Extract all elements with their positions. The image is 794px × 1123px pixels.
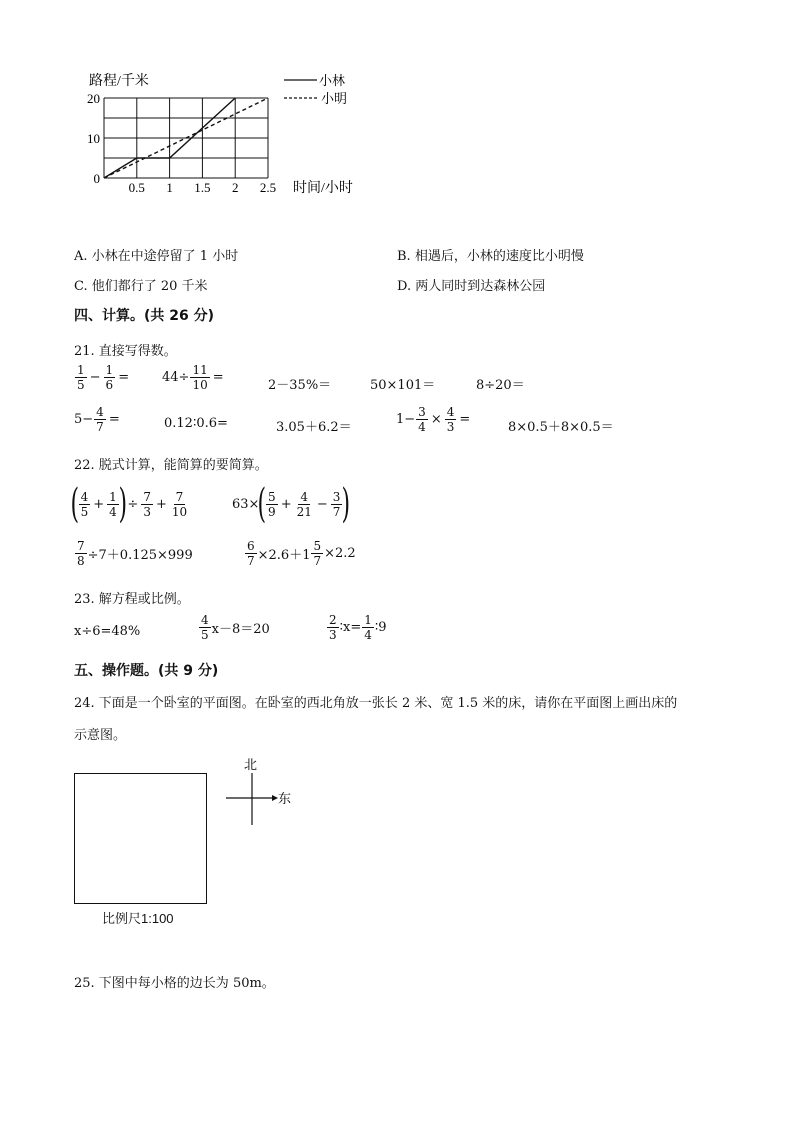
option-a: A. 小林在中途停留了 1 小时 bbox=[74, 249, 239, 264]
expr-mid: ∶x= bbox=[339, 620, 362, 635]
ytick-label: 0 bbox=[93, 171, 100, 186]
frac-num: 4 bbox=[96, 405, 104, 419]
q23-eq2 bbox=[198, 614, 270, 641]
option-b: B. 相遇后，小林的速度比小明慢 bbox=[397, 249, 584, 264]
q21-r1c3: 2－35%＝ bbox=[268, 378, 332, 393]
expr-prefix: 44÷ bbox=[162, 370, 190, 385]
chart-ylabel: 路程/千米 bbox=[89, 74, 149, 89]
operator: + bbox=[93, 496, 105, 512]
operator: + bbox=[155, 496, 167, 512]
frac-den: 7 bbox=[247, 554, 255, 568]
distance-time-chart bbox=[70, 68, 370, 198]
q23-prompt: 23. 解方程或比例。 bbox=[74, 592, 190, 607]
xtick-label: 0.5 bbox=[128, 180, 145, 195]
frac-den: 3 bbox=[143, 504, 151, 519]
q23-eq3 bbox=[326, 614, 387, 641]
equals: = bbox=[108, 412, 120, 427]
legend-xiaoming: 小明 bbox=[321, 91, 348, 106]
frac-num: 4 bbox=[300, 489, 309, 504]
frac-den: 5 bbox=[201, 628, 209, 642]
equals: = bbox=[118, 370, 130, 385]
frac-den: 6 bbox=[105, 378, 114, 392]
frac-num: 4 bbox=[80, 489, 89, 504]
frac-den: 21 bbox=[296, 504, 312, 519]
operator: − bbox=[89, 370, 101, 385]
frac-den: 9 bbox=[268, 504, 276, 519]
frac-num: 1 bbox=[109, 489, 117, 504]
q24-line1: 24. 下面是一个卧室的平面图。在卧室的西北角放一张长 2 米、宽 1.5 米的床，请你在平面图上画出床的 bbox=[74, 696, 678, 711]
expr-prefix: 63× bbox=[232, 496, 260, 512]
frac-num: 7 bbox=[143, 489, 151, 504]
frac-den: 4 bbox=[418, 420, 426, 434]
operator: × bbox=[430, 412, 442, 427]
q21-r2c2: 0.12∶0.6= bbox=[164, 416, 228, 431]
frac-den: 4 bbox=[109, 504, 117, 519]
frac-num: 4 bbox=[201, 613, 209, 627]
xtick-label: 1 bbox=[166, 180, 173, 195]
frac-num: 1 bbox=[77, 363, 85, 377]
chart-xtick-labels bbox=[129, 180, 276, 195]
q21-r2c4 bbox=[396, 406, 472, 433]
expr-prefix: 5− bbox=[74, 412, 94, 427]
q21-r1c4: 50×101＝ bbox=[370, 378, 436, 393]
q21-r2c5: 8×0.5＋8×0.5＝ bbox=[508, 420, 614, 435]
expr-rest: ∶9 bbox=[374, 620, 387, 635]
operator: ÷ bbox=[127, 496, 139, 512]
operator: + bbox=[280, 496, 292, 512]
expr-rest: ×2.2 bbox=[324, 546, 356, 561]
frac-den: 10 bbox=[171, 504, 188, 519]
ytick-label: 10 bbox=[87, 131, 100, 146]
frac-num: 3 bbox=[418, 405, 426, 419]
q23-eq1: x÷6=48% bbox=[74, 624, 141, 639]
equals: = bbox=[459, 412, 471, 427]
q22-expr1 bbox=[70, 481, 190, 527]
frac-den: 8 bbox=[77, 554, 85, 568]
left-paren: ( bbox=[70, 481, 80, 527]
frac-den: 5 bbox=[80, 504, 89, 519]
frac-num: 1 bbox=[364, 613, 372, 627]
left-paren: ( bbox=[257, 481, 267, 527]
q21-r2c3: 3.05＋6.2＝ bbox=[276, 420, 352, 435]
chart-ytick-labels bbox=[87, 91, 100, 186]
q22-expr4 bbox=[244, 540, 356, 567]
bedroom-floor-plan[interactable] bbox=[74, 773, 207, 904]
frac-num: 2 bbox=[329, 613, 337, 627]
ytick-label: 20 bbox=[87, 91, 100, 106]
compass-east-label: 东 bbox=[278, 791, 292, 806]
frac-num: 5 bbox=[313, 539, 322, 553]
xtick-label: 2 bbox=[231, 180, 239, 195]
q21-r1c5: 8÷20＝ bbox=[476, 378, 525, 393]
frac-den: 3 bbox=[446, 420, 455, 434]
frac-den: 5 bbox=[77, 378, 85, 392]
frac-den: 3 bbox=[329, 628, 337, 642]
frac-num: 3 bbox=[332, 489, 341, 504]
xtick-label: 1.5 bbox=[194, 180, 211, 195]
section5-title: 五、操作题。(共 9 分) bbox=[74, 663, 219, 679]
expr-prefix: 1− bbox=[396, 412, 416, 427]
frac-den: 10 bbox=[192, 378, 208, 392]
q21-r1c2 bbox=[162, 364, 226, 391]
q24-line2: 示意图。 bbox=[74, 728, 127, 743]
frac-den: 7 bbox=[332, 504, 341, 519]
expr-mid: ×2.6＋1 bbox=[257, 548, 311, 563]
frac-num: 11 bbox=[192, 363, 208, 377]
right-paren: ) bbox=[118, 481, 127, 527]
q22-expr2 bbox=[232, 481, 351, 527]
section4-title: 四、计算。(共 26 分) bbox=[74, 308, 215, 324]
q21-r1c1 bbox=[74, 364, 131, 391]
q22-expr3 bbox=[74, 540, 193, 567]
frac-num: 5 bbox=[268, 489, 276, 504]
frac-den: 7 bbox=[96, 420, 104, 434]
frac-num: 4 bbox=[446, 405, 455, 419]
frac-num: 7 bbox=[175, 489, 184, 504]
legend-xiaolin: 小林 bbox=[319, 73, 346, 88]
xtick-label: 2.5 bbox=[259, 180, 277, 195]
frac-den: 7 bbox=[313, 554, 322, 568]
frac-num: 1 bbox=[105, 363, 114, 377]
scale-label: 比例尺1:100 bbox=[102, 911, 174, 926]
operator: − bbox=[316, 496, 328, 512]
chart-xlabel: 时间/小时 bbox=[293, 181, 353, 196]
equals: = bbox=[212, 370, 224, 385]
q22-prompt: 22. 脱式计算，能简算的要简算。 bbox=[74, 458, 268, 473]
q21-r2c1 bbox=[74, 406, 122, 433]
q21-prompt: 21. 直接写得数。 bbox=[74, 344, 177, 359]
expr-rest: x－8＝20 bbox=[211, 622, 270, 637]
compass-north-label: 北 bbox=[244, 757, 258, 772]
frac-num: 6 bbox=[247, 539, 255, 553]
expr-rest: ÷7＋0.125×999 bbox=[87, 548, 193, 563]
frac-den: 4 bbox=[364, 628, 372, 642]
option-c: C. 他们都行了 20 千米 bbox=[74, 279, 208, 294]
right-paren: ) bbox=[341, 481, 351, 527]
frac-num: 7 bbox=[77, 539, 85, 553]
option-d: D. 两人同时到达森林公园 bbox=[397, 279, 546, 294]
q25-prompt: 25. 下图中每小格的边长为 50m。 bbox=[74, 976, 275, 991]
compass-icon bbox=[222, 755, 302, 827]
